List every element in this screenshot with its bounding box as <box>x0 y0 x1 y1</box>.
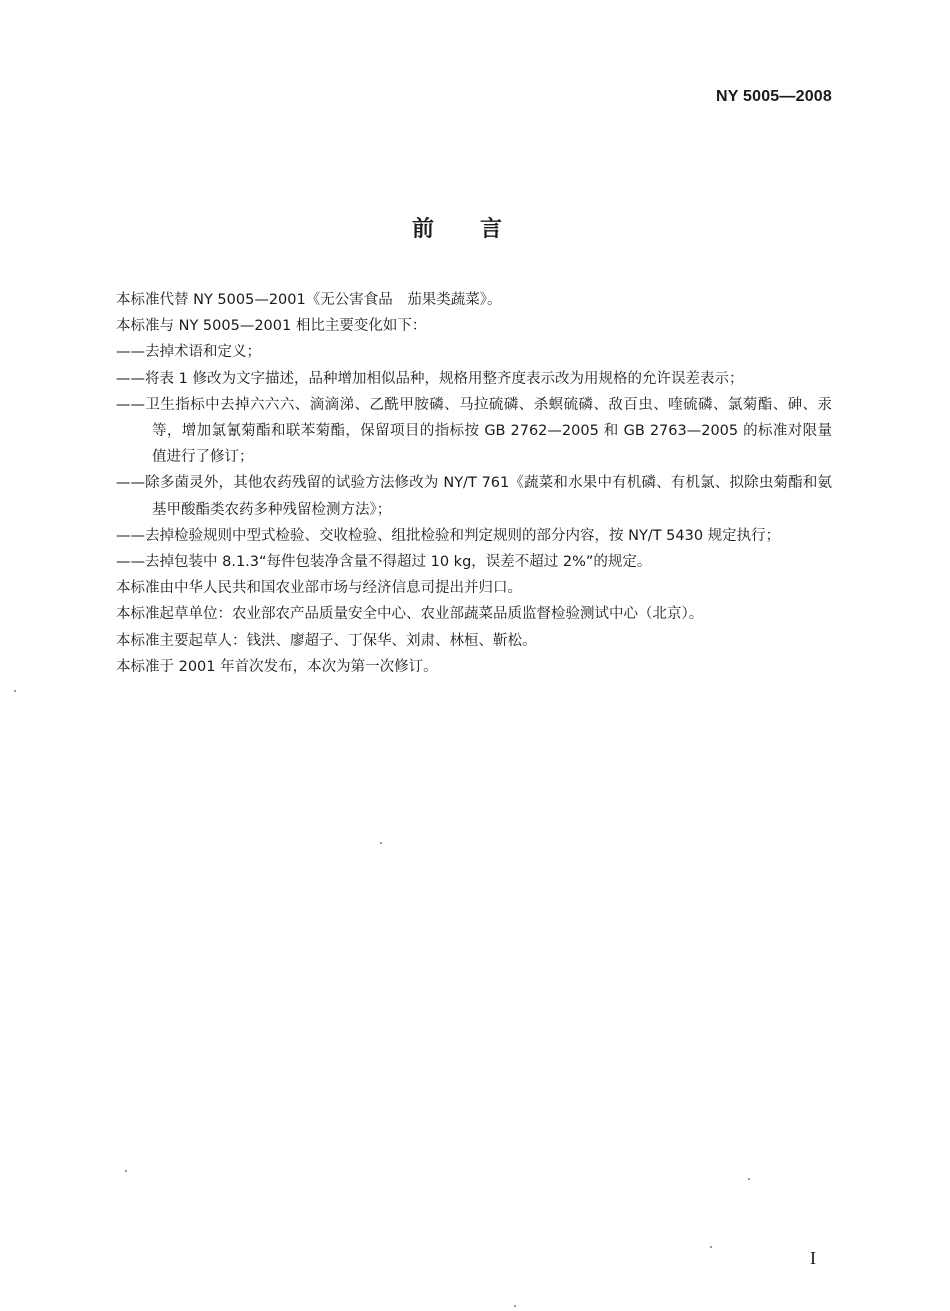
page-number: I <box>810 1248 816 1268</box>
change-item: ——除多菌灵外，其他农药残留的试验方法修改为 NY/T 761《蔬菜和水果中有机磷、有机氯、拟除虫菊酯和氨基甲酸酯类农药多种残留检测方法》； <box>116 475 832 518</box>
scan-speck <box>14 690 16 692</box>
change-item: ——去掉包装中 8.1.3“每件包装净含量不得超过 10 kg，误差不超过 2%”的规定。 <box>116 554 652 571</box>
paragraph-replaces: 本标准代替 NY 5005—2001《无公害食品 茄果类蔬菜》。 <box>116 292 502 308</box>
standard-number: NY 5005—2008 <box>716 88 832 105</box>
scan-speck <box>514 1305 516 1307</box>
change-item: ——去掉术语和定义； <box>116 344 261 361</box>
paragraph-proposer: 本标准由中华人民共和国农业部市场与经济信息司提出并归口。 <box>116 580 522 597</box>
page-title: 前言 <box>411 217 548 242</box>
change-item: ——去掉检验规则中型式检验、交收检验、组批检验和判定规则的部分内容，按 NY/T 5430 规定执行； <box>116 527 781 544</box>
scan-speck <box>710 1246 712 1248</box>
paragraph-drafters: 本标准主要起草人：钱洪、廖超子、丁保华、刘肃、林桓、靳松。 <box>116 632 537 649</box>
paragraph-changes-intro: 本标准与 NY 5005—2001 相比主要变化如下： <box>116 318 427 335</box>
change-item: ——将表 1 修改为文字描述，品种增加相似品种，规格用整齐度表示改为用规格的允许误差表示； <box>116 370 744 387</box>
paragraph-drafting-units: 本标准起草单位：农业部农产品质量安全中心、农业部蔬菜品质监督检验测试中心（北京）。 <box>116 606 704 623</box>
foreword-body <box>116 287 832 680</box>
scan-speck <box>125 1170 127 1172</box>
change-item: ——卫生指标中去掉六六六、滴滴涕、乙酰甲胺磷、马拉硫磷、杀螟硫磷、敌百虫、喹硫磷、氯菊酯、砷、汞等，增加氯氰菊酯和联苯菊酯，保留项目的指标按 GB 2762—2005 和 GB 2763—2005 的标准对限量值进行了修订； <box>116 396 832 466</box>
scan-speck <box>748 1178 750 1180</box>
scan-speck <box>380 842 382 844</box>
paragraph-history: 本标准于 2001 年首次发布，本次为第一次修订。 <box>116 658 438 675</box>
